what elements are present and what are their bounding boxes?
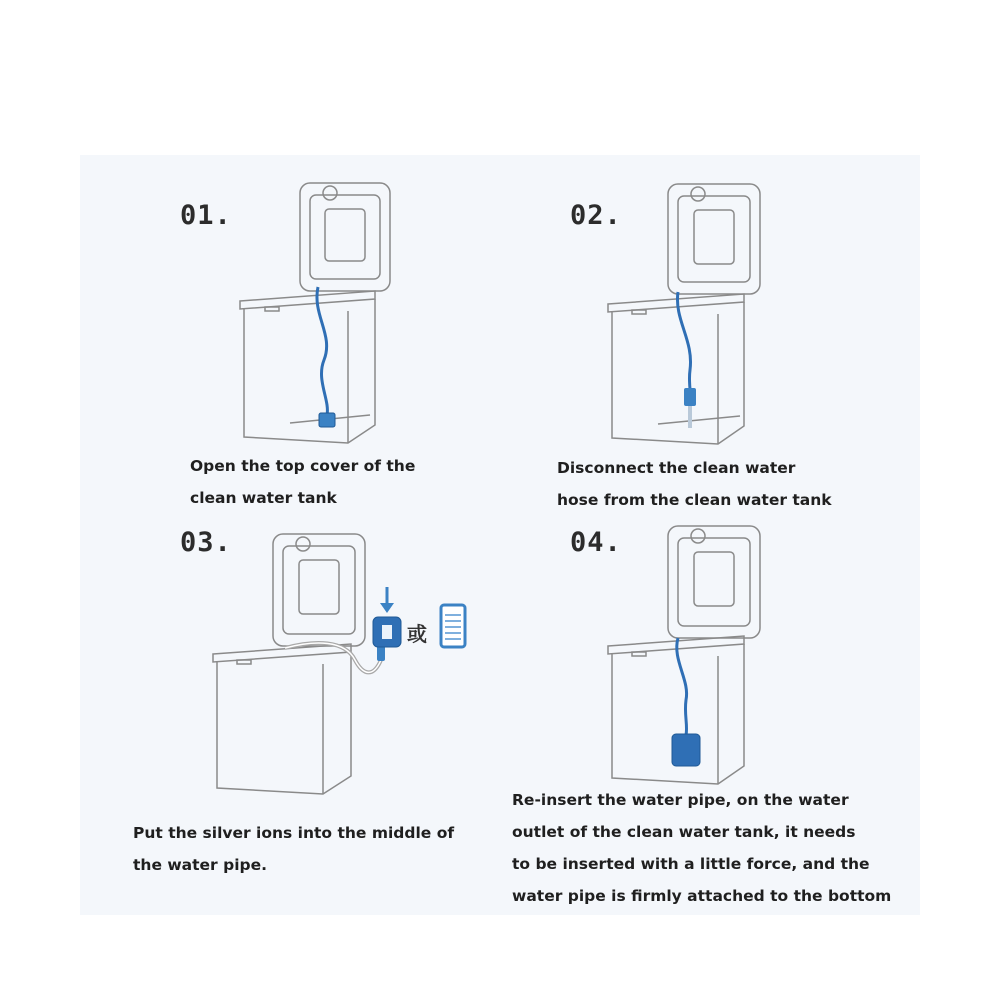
step-4-caption-line-4: water pipe is firmly attached to the bottom (512, 887, 892, 905)
step-4-caption-line-1: Re-insert the water pipe, on the water (512, 791, 849, 809)
step-3-caption-line-1: Put the silver ions into the middle of (133, 824, 455, 842)
step-2-number: 02. (570, 200, 622, 231)
step-3-tank-illustration (205, 530, 385, 800)
step-4-number: 04. (570, 527, 622, 558)
or-symbol: 或 (407, 622, 427, 646)
step-4-caption (512, 784, 891, 912)
step-3-number: 03. (180, 527, 232, 558)
step-4-tank-illustration (598, 520, 768, 790)
step-2-caption-line-2: hose from the clean water tank (557, 491, 832, 509)
step-4-caption-line-2: outlet of the clean water tank, it needs (512, 823, 856, 841)
step-1-caption (190, 450, 415, 514)
step-2-caption-line-1: Disconnect the clean water (557, 459, 796, 477)
step-2-caption (557, 452, 832, 516)
step-2-tank-illustration (598, 180, 768, 450)
step-1-caption-line-2: clean water tank (190, 489, 337, 507)
step-3-caption-line-2: the water pipe. (133, 856, 267, 874)
step-1-tank-illustration (230, 175, 400, 450)
step-1-number: 01. (180, 200, 232, 231)
step-3-caption (133, 817, 454, 881)
step-1-caption-line-1: Open the top cover of the (190, 457, 416, 475)
step-4-caption-line-3: to be inserted with a little force, and the (512, 855, 870, 873)
